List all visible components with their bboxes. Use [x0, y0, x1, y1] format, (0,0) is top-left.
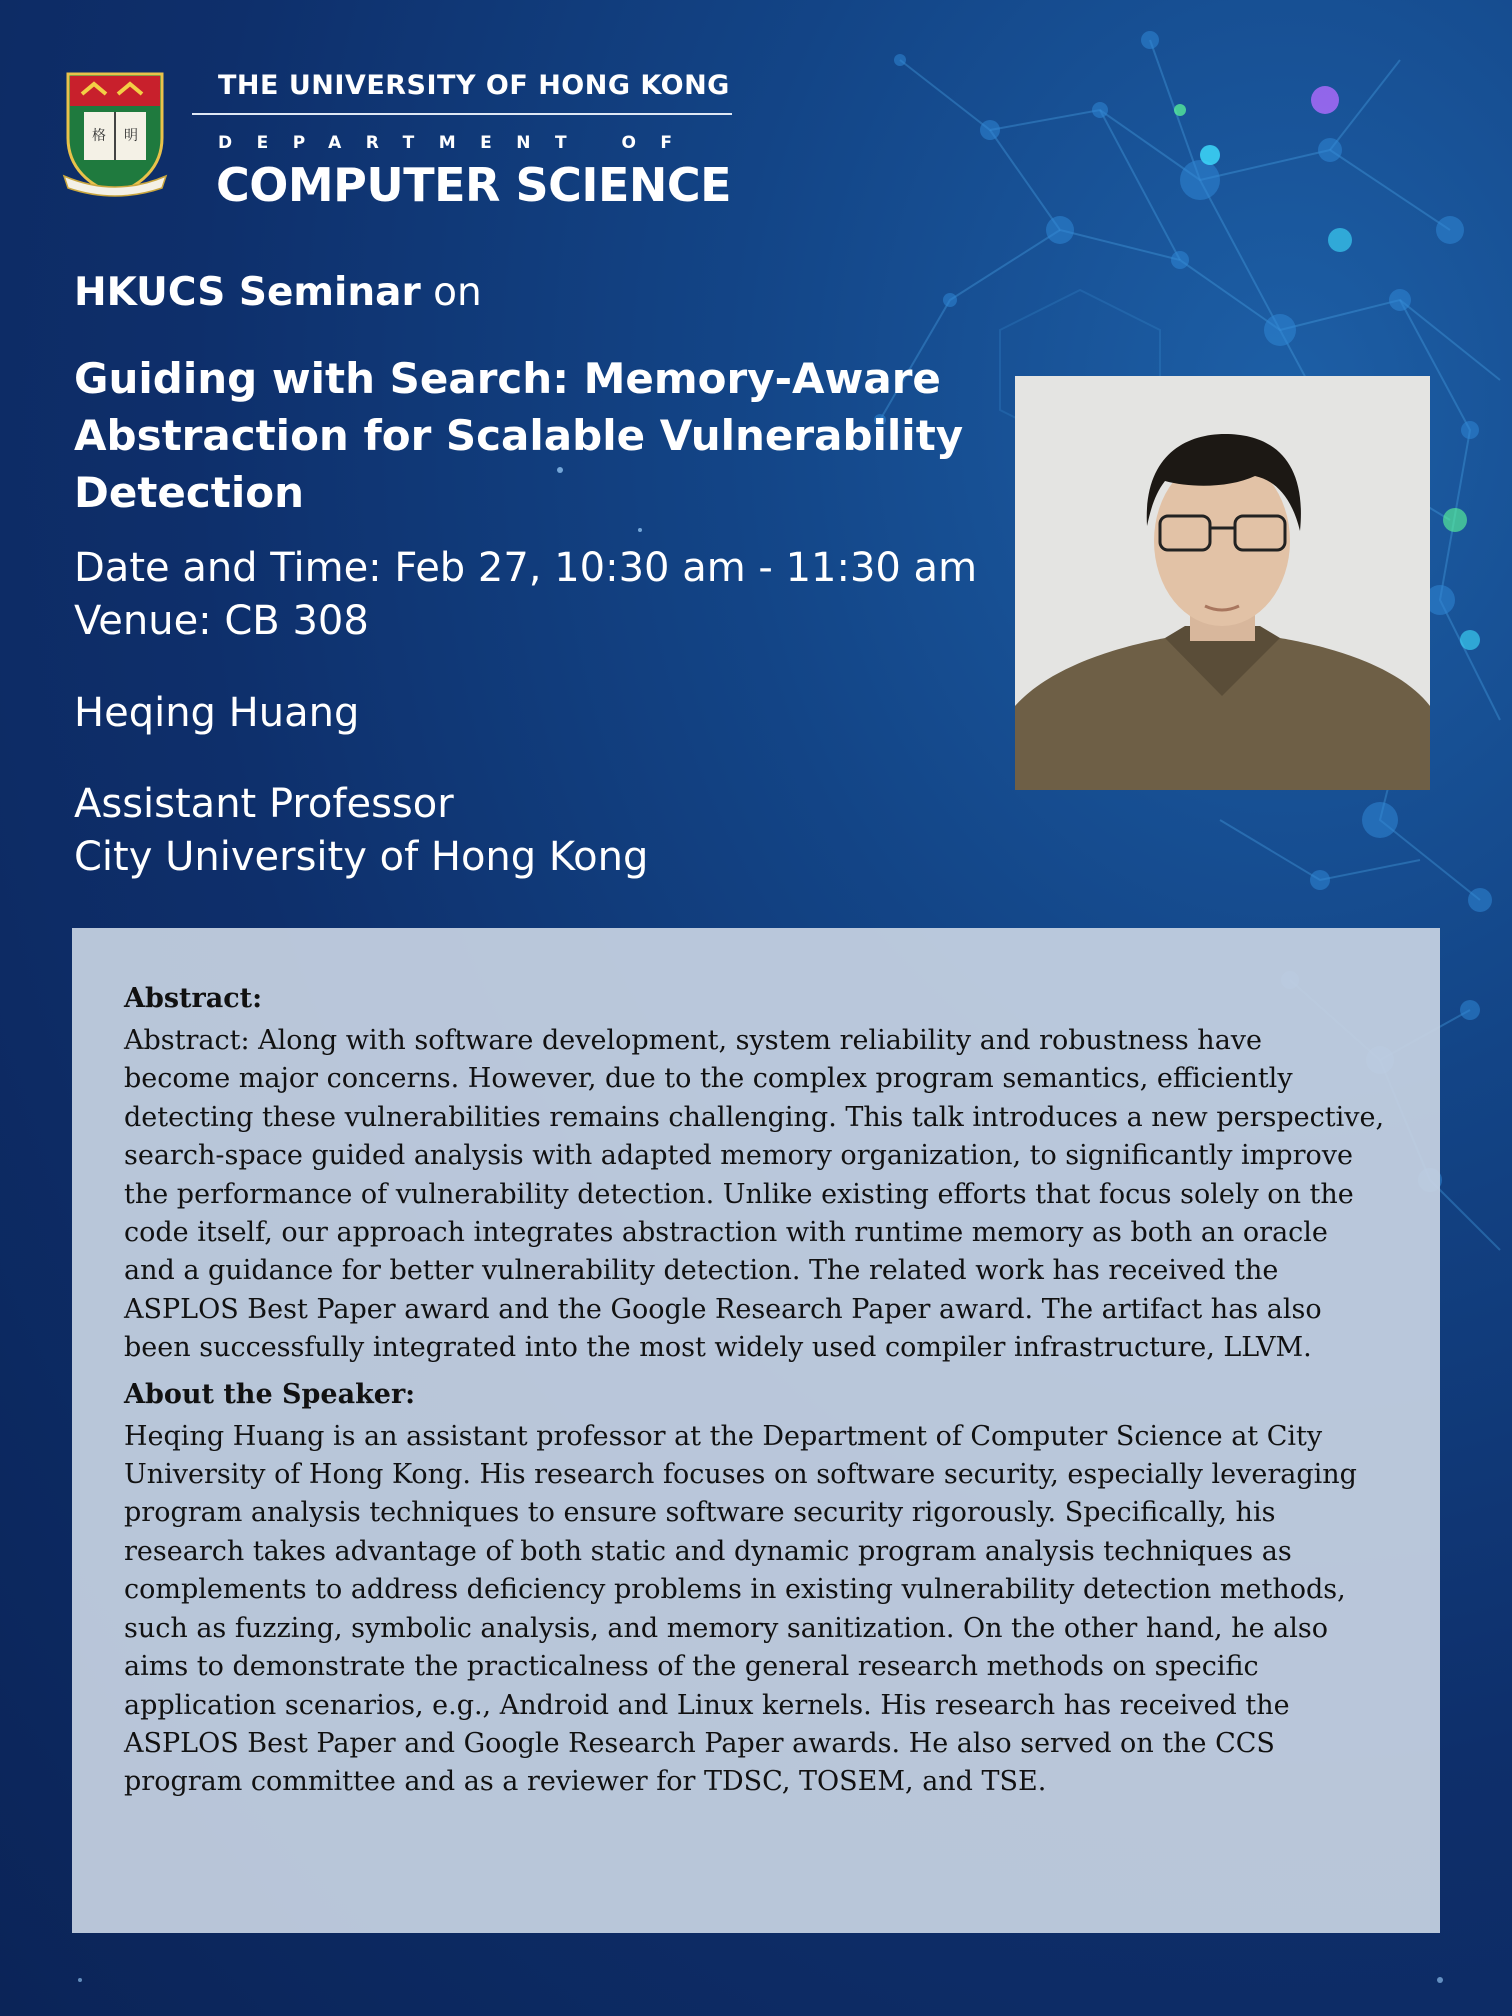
about-heading: About the Speaker:: [124, 1378, 416, 1410]
speaker-name: Heqing Huang: [74, 690, 360, 736]
department-label: DEPARTMENT OF: [218, 133, 697, 153]
about-line: program analysis techniques to ensure software security rigorously. Specifically, his: [124, 1497, 1276, 1529]
abstract-panel: [72, 928, 1440, 1933]
speaker-affiliation: City University of Hong Kong: [74, 834, 649, 880]
about-line: aims to demonstrate the practicalness of the general research methods on specific: [124, 1651, 1259, 1683]
talk-title: [74, 350, 974, 521]
talk-title-line: Abstraction for Scalable Vulnerability: [74, 411, 964, 460]
date-time: Date and Time: Feb 27, 10:30 am - 11:30 am: [74, 545, 978, 591]
university-name: THE UNIVERSITY OF HONG KONG: [218, 70, 730, 101]
hku-crest-icon: [60, 68, 170, 198]
seminar-series-suffix: on: [420, 270, 482, 315]
abstract-line: the performance of vulnerability detection. Unlike existing efforts that focus solely on the: [124, 1178, 1354, 1210]
speaker-photo: [1015, 376, 1430, 790]
abstract-line: and a guidance for better vulnerability detection. The related work has received the: [124, 1255, 1279, 1287]
svg-text:明: 明: [124, 128, 138, 144]
abstract-body: [124, 1022, 1394, 1368]
abstract-line: code itself, our approach integrates abstraction with runtime memory as both an oracle: [124, 1217, 1328, 1249]
abstract-line: become major concerns. However, due to the complex program semantics, efficiently: [124, 1063, 1293, 1095]
speaker-title: Assistant Professor: [74, 781, 454, 827]
seminar-series-name: HKUCS Seminar: [74, 270, 421, 315]
talk-title-line: Guiding with Search: Memory-Aware: [74, 354, 941, 403]
portrait-icon: [1015, 376, 1430, 790]
about-line: Heqing Huang is an assistant professor at the Department of Computer Science at City: [124, 1420, 1323, 1452]
about-line: research takes advantage of both static and dynamic program analysis techniques as: [124, 1535, 1292, 1567]
about-line: complements to address deficiency problems in existing vulnerability detection methods,: [124, 1574, 1346, 1606]
abstract-line: ASPLOS Best Paper award and the Google Research Paper award. The artifact has also: [124, 1293, 1322, 1325]
abstract-line: Abstract: Along with software development, system reliability and robustness have: [124, 1025, 1263, 1056]
about-line: such as fuzzing, symbolic analysis, and memory sanitization. On the other hand, he also: [124, 1612, 1328, 1644]
svg-text:格: 格: [92, 128, 106, 144]
about-line: University of Hong Kong. His research focuses on software security, especially leveraging: [124, 1459, 1357, 1491]
talk-title-line: Detection: [74, 468, 305, 517]
about-line: program committee and as a reviewer for TDSC, TOSEM, and TSE.: [124, 1766, 1047, 1798]
about-body: [124, 1418, 1394, 1802]
abstract-line: been successfully integrated into the most widely used compiler infrastructure, LLVM.: [124, 1332, 1312, 1364]
department-name: COMPUTER SCIENCE: [216, 158, 732, 212]
venue: Venue: CB 308: [74, 598, 369, 644]
abstract-heading: Abstract:: [124, 983, 263, 1014]
header-divider: [192, 113, 732, 115]
about-line: ASPLOS Best Paper and Google Research Paper awards. He also served on the CCS: [124, 1727, 1275, 1759]
abstract-line: detecting these vulnerabilities remains challenging. This talk introduces a new perspective,: [124, 1101, 1385, 1133]
seminar-series: [74, 270, 482, 315]
abstract-line: search-space guided analysis with adapted memory organization, to significantly improve: [124, 1140, 1353, 1172]
about-line: application scenarios, e.g., Android and Linux kernels. His research has received the: [124, 1689, 1290, 1721]
